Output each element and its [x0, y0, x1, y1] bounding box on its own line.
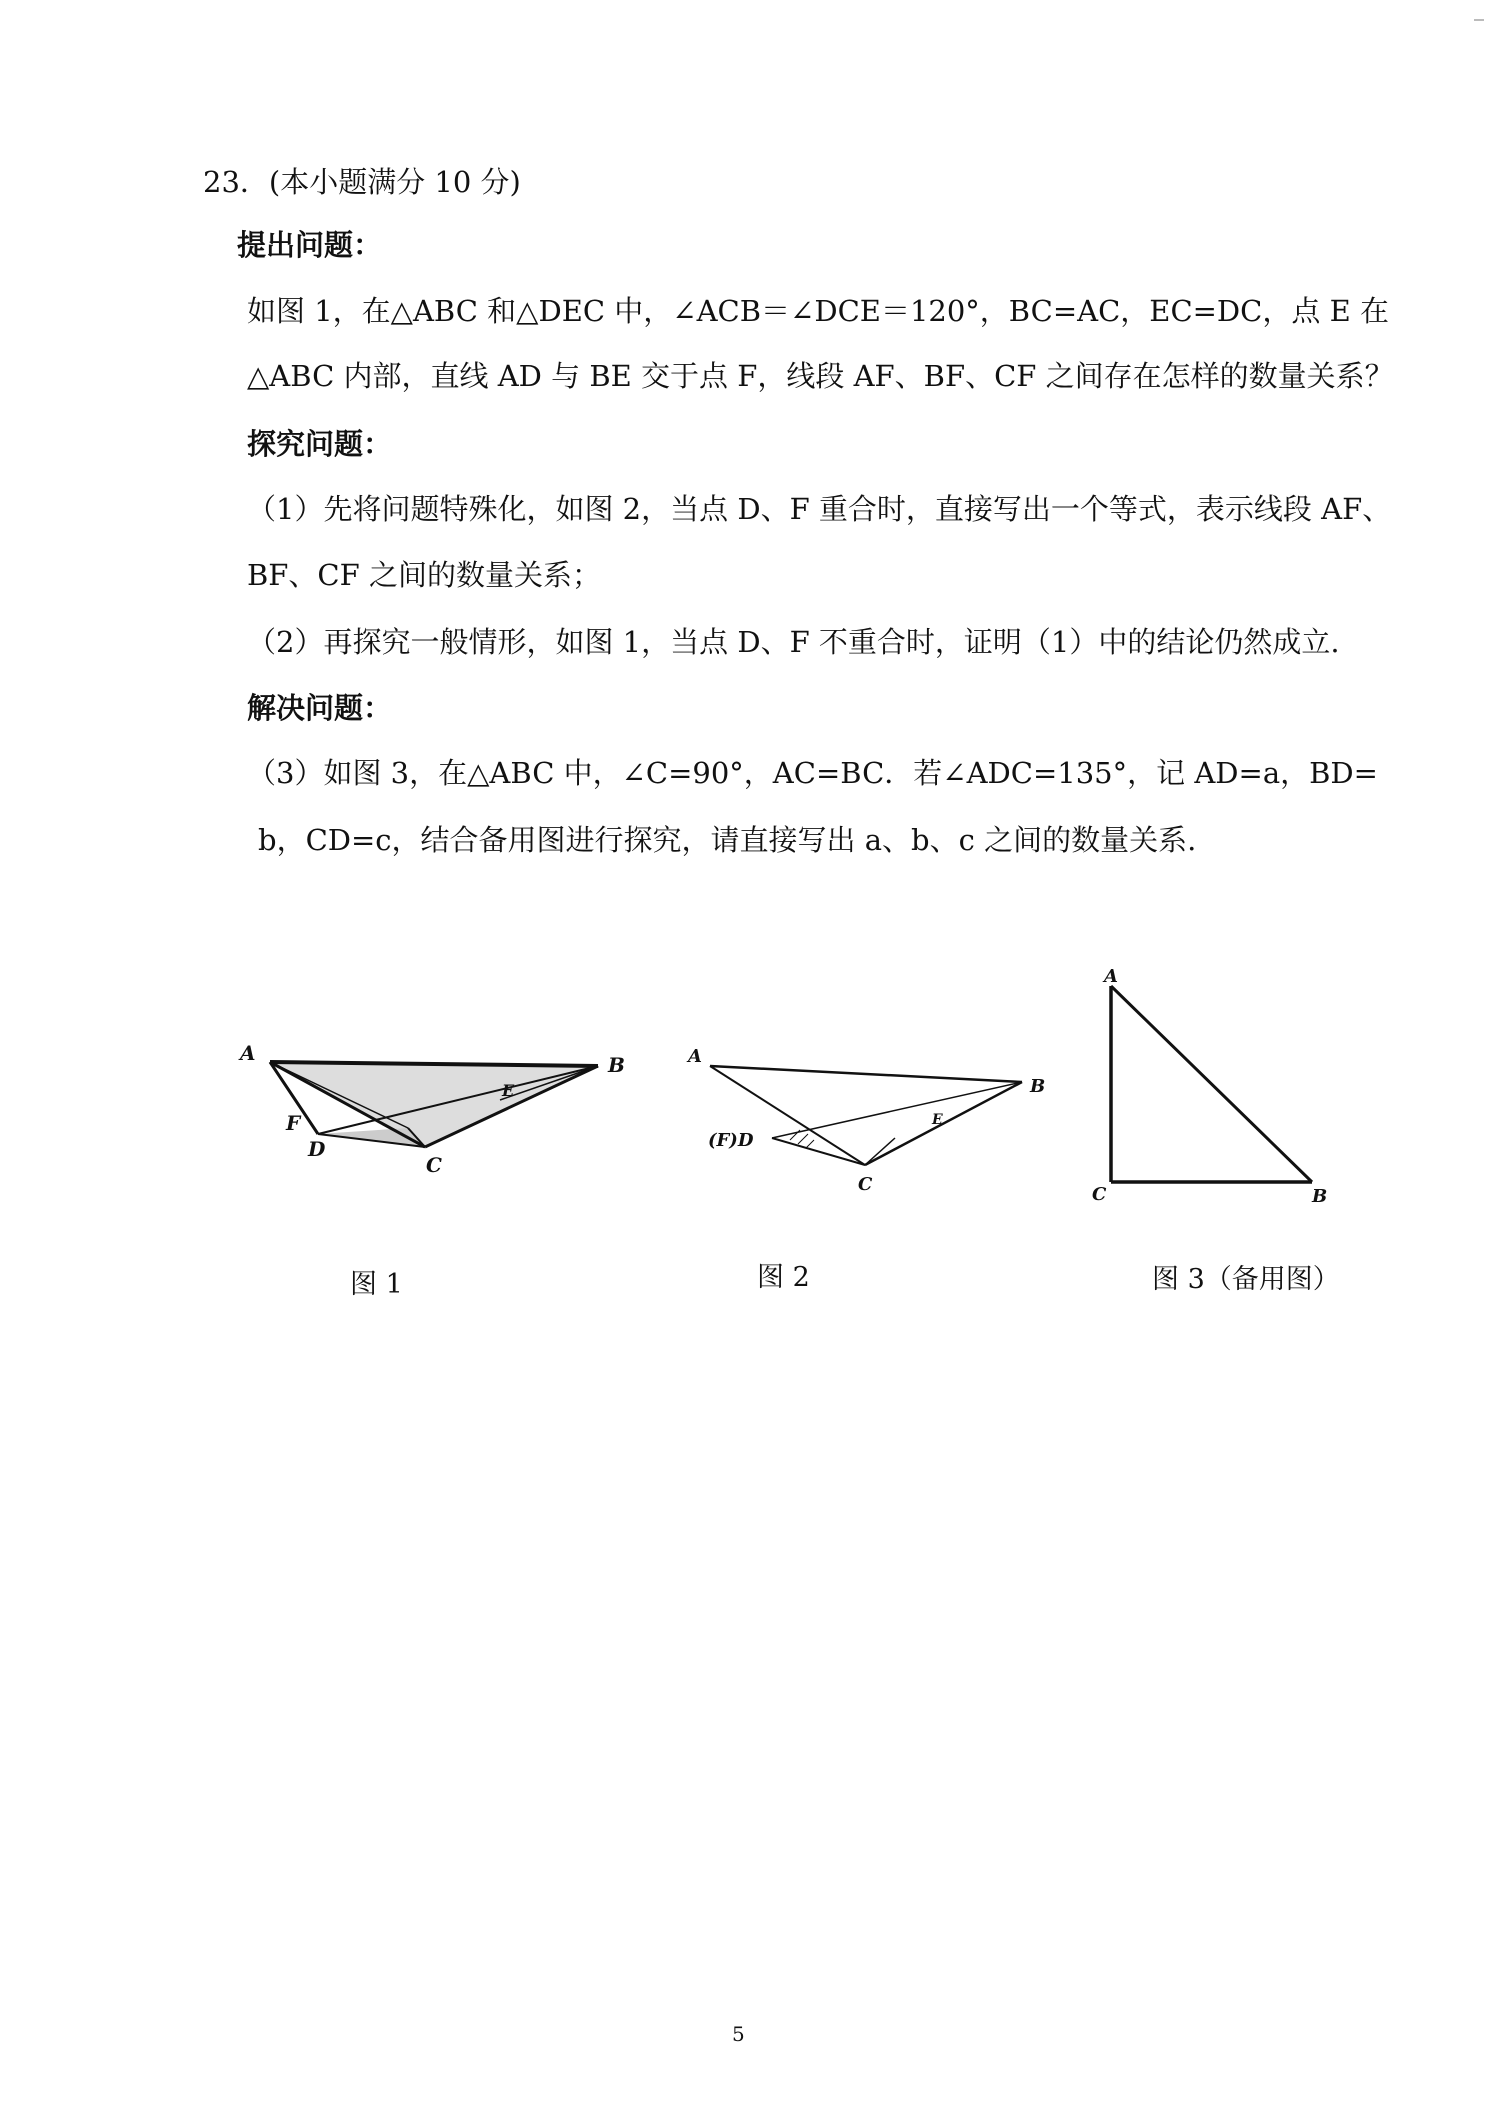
fig3-label-A: A	[1104, 966, 1118, 987]
problem-text-line2: △ABC 内部，直线 AD 与 BE 交于点 F，线段 AF、BF、CF 之间存在怎样的数量关系？	[247, 359, 1394, 393]
fig3-label-B: B	[1312, 1186, 1328, 1207]
figure-1-caption: 图 1	[350, 1269, 403, 1300]
figure-3-caption: 图 3（备用图）	[1152, 1264, 1340, 1295]
part1-text-line1: （1）先将问题特殊化，如图 2，当点 D、F 重合时，直接写出一个等式，表示线段 AF、	[247, 492, 1392, 526]
section-title-explore: 探究问题：	[247, 427, 393, 461]
page-number: 5	[732, 2022, 745, 2046]
part3-text-line1: （3）如图 3，在△ABC 中，∠C=90°，AC=BC．若∠ADC=135°，记 AD=a，BD=	[247, 756, 1378, 790]
problem-text-line1: 如图 1，在△ABC 和△DEC 中，∠ACB＝∠DCE＝120°，BC=AC，EC=DC，点 E 在	[247, 294, 1389, 328]
part2-text-line1: （2）再探究一般情形，如图 1，当点 D、F 不重合时，证明（1）中的结论仍然成立.	[247, 625, 1340, 659]
fig2-label-FD: (F)D	[708, 1130, 754, 1151]
fig1-label-A: A	[240, 1041, 256, 1065]
fig1-label-E: E	[502, 1081, 515, 1100]
fig2-label-E: E	[932, 1112, 943, 1128]
fig1-label-C: C	[426, 1153, 442, 1177]
section-title-solve: 解决问题：	[247, 691, 393, 725]
corner-mark	[1474, 10, 1484, 20]
part3-text-line2: b，CD=c，结合备用图进行探究，请直接写出 a、b、c 之间的数量关系.	[258, 823, 1197, 857]
figure-1-diagram	[220, 1020, 640, 1220]
fig2-label-A: A	[688, 1046, 702, 1067]
question-header: 23．(本小题满分 10 分)	[203, 165, 521, 199]
fig1-label-F: F	[286, 1111, 301, 1135]
section-title-propose: 提出问题：	[237, 228, 383, 262]
figure-2-diagram	[680, 1020, 1080, 1220]
figure-2-caption: 图 2	[757, 1262, 810, 1293]
fig3-label-C: C	[1092, 1184, 1107, 1205]
figure-3-diagram	[1090, 960, 1350, 1220]
fig2-label-B: B	[1030, 1076, 1046, 1097]
part1-text-line2: BF、CF 之间的数量关系；	[247, 558, 601, 592]
fig2-label-C: C	[858, 1174, 873, 1195]
fig1-label-D: D	[308, 1137, 326, 1161]
fig1-label-B: B	[608, 1053, 625, 1077]
